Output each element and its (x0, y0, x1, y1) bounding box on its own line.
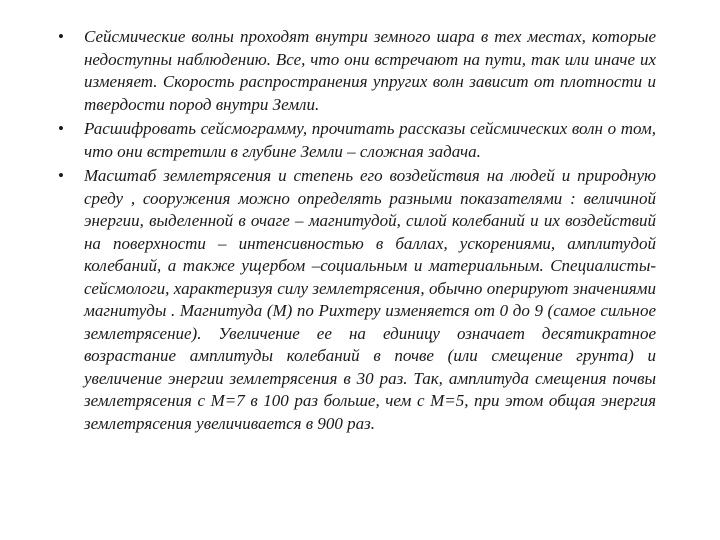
bullet-item-seismic-waves (58, 26, 656, 116)
bullet-list (58, 26, 656, 437)
bullet-text: Расшифровать сейсмограмму, прочитать рассказы сейсмических волн о том, что они встретили в глубине Земли – сложная задача. (84, 119, 656, 161)
bullet-text: Сейсмические волны проходят внутри земного шара в тех местах, которые недоступны наблюдению. Все, что они встречают на пути, так или иначе их изменяет. Скорость распространения упругих волн зависит от плотности и твердости пород внутри Земли. (84, 27, 656, 114)
bullet-item-seismogram (58, 118, 656, 163)
bullet-text: Масштаб землетрясения и степень его воздействия на людей и природную среду , сооружения можно определять разными показателями : величиной энергии, выделенной в очаге – магнитудой, силой колебаний и их воздействий на поверхности – интенсивностью в баллах, ускорениями, амплитудой колебаний, а также ущербом –социальным и материальным. Специалисты-сейсмологи, характеризуя силу землетрясения, обычно оперируют значениями магнитуды . Магнитуда (М) по Рихтеру изменяется от 0 до 9 (самое сильное землетрясение). Увеличение ее на единицу означает десятикратное возрастание амплитуды колебаний в почве (или смещение грунта) и увеличение энергии землетрясения в 30 раз. Так, амплитуда смещения почвы землетрясения с М=7 в 100 раз больше, чем с М=5, при этом общая энергия землетрясения увеличивается в 900 раз. (84, 166, 656, 433)
bullet-item-magnitude (58, 165, 656, 435)
bullet-icon: • (58, 166, 64, 185)
bullet-icon: • (58, 119, 64, 138)
bullet-icon: • (58, 27, 64, 46)
